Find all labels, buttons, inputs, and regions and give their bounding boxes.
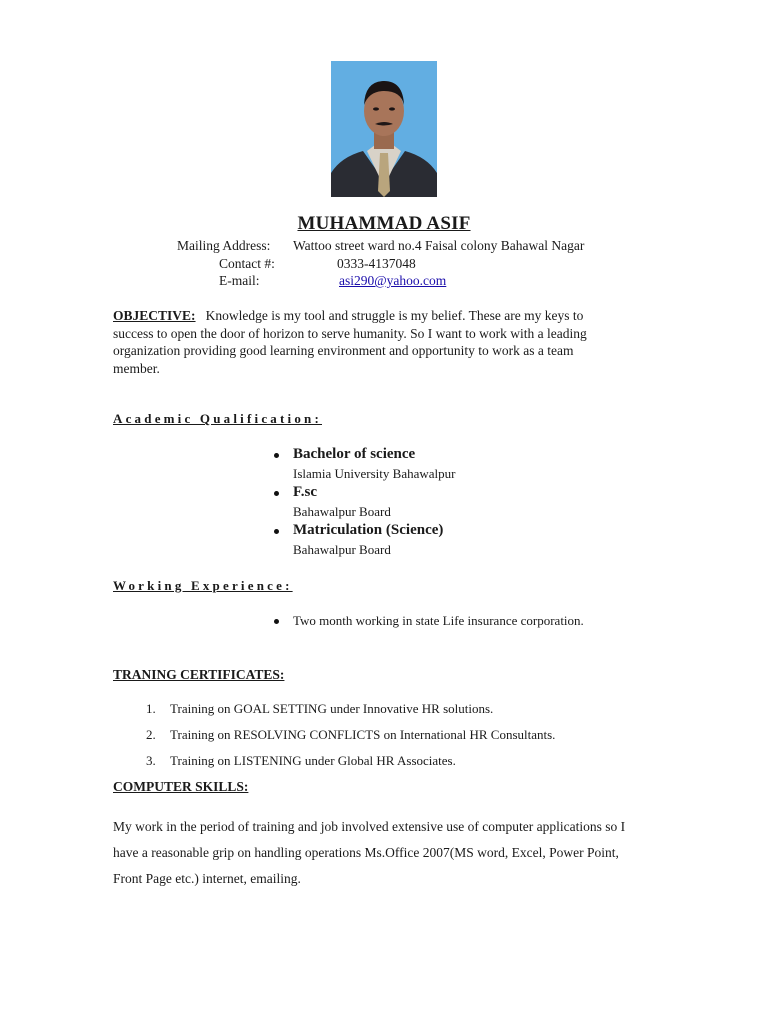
- objective-line-2: success to open the door of horizon to serve humanity. So I want to work with a leading: [113, 325, 587, 341]
- training-item-number: 1.: [146, 701, 156, 716]
- bullet-icon: [274, 491, 279, 496]
- contact-value: 0333-4137048: [337, 256, 416, 271]
- training-item-text: Training on LISTENING under Global HR Associates.: [170, 753, 456, 768]
- training-item: [146, 727, 666, 753]
- objective-label: OBJECTIVE:: [113, 308, 196, 323]
- training-item-number: 3.: [146, 753, 156, 768]
- skills-heading: COMPUTER SKILLS:: [113, 779, 249, 794]
- email-link[interactable]: asi290@yahoo.com: [339, 273, 447, 288]
- training-item-number: 2.: [146, 727, 156, 742]
- academic-item-title: F.sc: [293, 484, 318, 500]
- profile-photo: [331, 61, 437, 197]
- mailing-address-label: Mailing Address:: [177, 238, 271, 253]
- experience-item: [272, 613, 692, 631]
- experience-item-text: Two month working in state Life insurance corporation.: [293, 613, 584, 628]
- mailing-address-value: Wattoo street ward no.4 Faisal colony Bahawal Nagar: [293, 238, 585, 253]
- training-item: [146, 701, 666, 727]
- objective-line-3: organization providing good learning environment and opportunity to work as a team: [113, 343, 574, 358]
- training-item-text: Training on GOAL SETTING under Innovative HR solutions.: [170, 701, 494, 716]
- objective-section: [113, 307, 673, 377]
- skills-line-3: Front Page etc.) internet, emailing.: [113, 871, 301, 886]
- academic-heading: Academic Qualification:: [113, 411, 322, 426]
- candidate-name: MUHAMMAD ASIF: [297, 213, 471, 234]
- bullet-icon: [274, 619, 279, 624]
- portrait-image: [331, 61, 437, 197]
- academic-item-institution: Bahawalpur Board: [293, 542, 391, 557]
- bullet-icon: [274, 453, 279, 458]
- experience-heading: Working Experience:: [113, 578, 293, 593]
- training-item-text: Training on RESOLVING CONFLICTS on International HR Consultants.: [170, 727, 556, 742]
- academic-item-institution: Bahawalpur Board: [293, 504, 391, 519]
- objective-line-1: Knowledge is my tool and struggle is my belief. These are my keys to: [205, 308, 584, 323]
- training-item: [146, 753, 666, 779]
- training-list: [146, 701, 666, 779]
- skills-section: [113, 814, 703, 892]
- objective-line-4: member.: [113, 360, 160, 376]
- skills-line-2: have a reasonable grip on handling operations Ms.Office 2007(MS word, Excel, Power Point,: [113, 845, 619, 860]
- bullet-icon: [274, 529, 279, 534]
- academic-item-title: Matriculation (Science): [293, 522, 444, 538]
- academic-item-title: Bachelor of science: [293, 446, 416, 462]
- email-label: E-mail:: [219, 273, 260, 288]
- contact-label: Contact #:: [219, 256, 275, 271]
- training-heading: TRANING CERTIFICATES:: [113, 667, 285, 682]
- skills-line-1: My work in the period of training and job involved extensive use of computer applications so I: [113, 819, 626, 834]
- academic-item-institution: Islamia University Bahawalpur: [293, 466, 456, 481]
